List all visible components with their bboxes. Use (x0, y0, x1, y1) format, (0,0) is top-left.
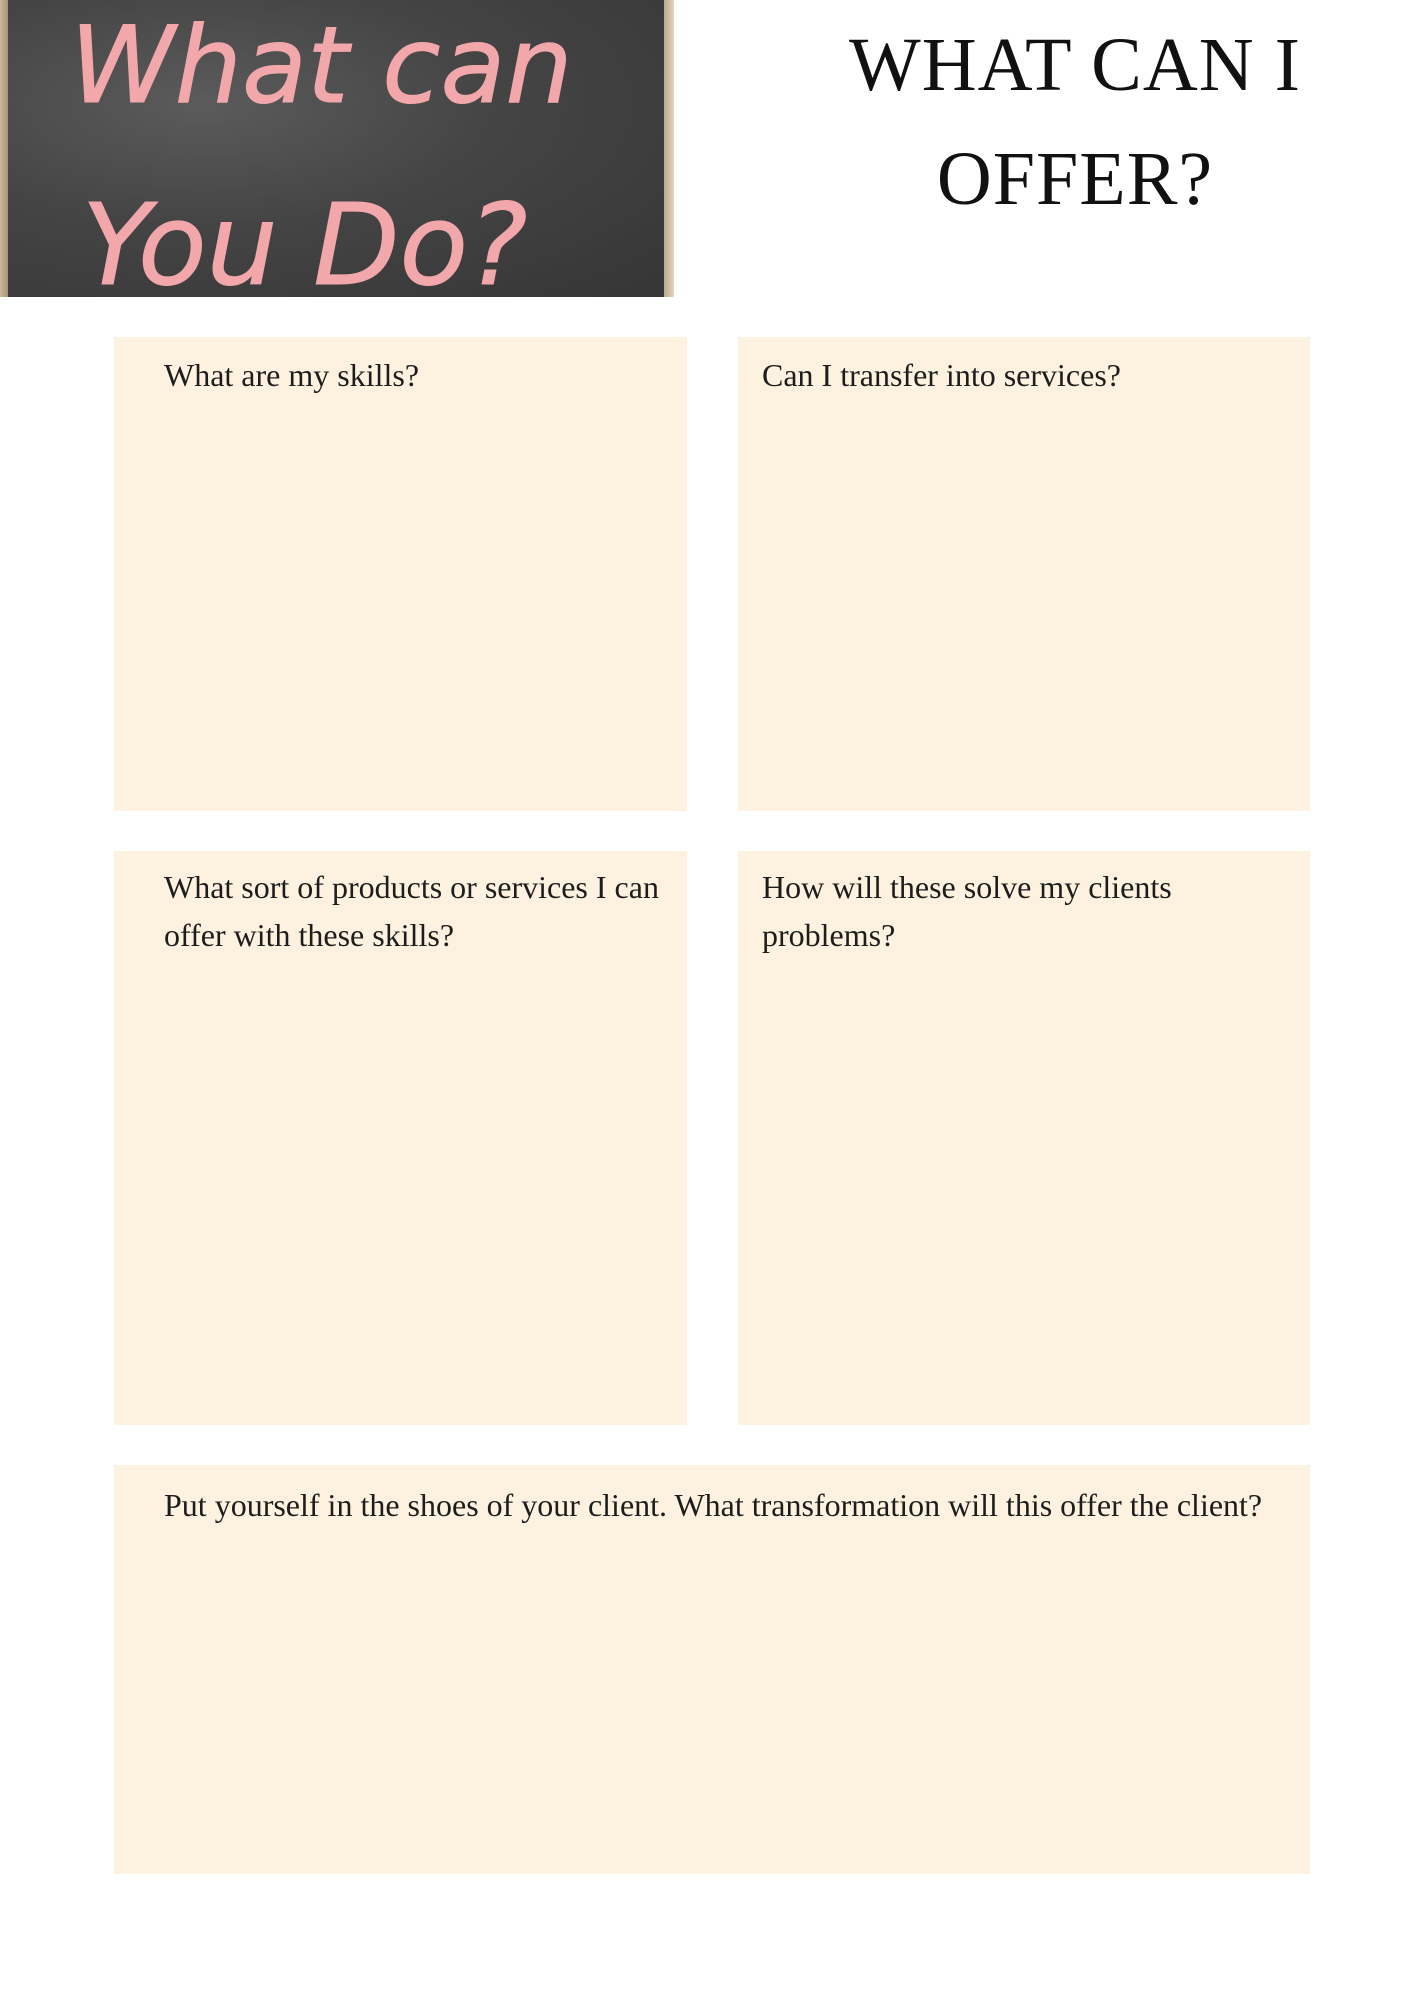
chalkboard-image (0, 0, 674, 297)
products-services-prompt: What sort of products or services I can offer with these skills? (164, 869, 659, 953)
page-title-line2: OFFER? (936, 137, 1214, 221)
skills-card[interactable] (114, 337, 687, 811)
page-title (780, 8, 1370, 236)
skills-prompt: What are my skills? (164, 357, 420, 393)
transfer-services-prompt: Can I transfer into services? (762, 357, 1121, 393)
client-transformation-prompt: Put yourself in the shoes of your client. What transformation will this offer the client? (164, 1487, 1263, 1523)
chalk-text-line2: You Do? (82, 181, 528, 297)
transfer-services-card[interactable] (738, 337, 1310, 811)
products-services-card[interactable] (114, 851, 687, 1425)
client-problems-prompt: How will these solve my clients problems? (762, 869, 1172, 953)
client-problems-card[interactable] (738, 851, 1310, 1425)
page-title-line1: WHAT CAN I (849, 23, 1301, 107)
client-transformation-card[interactable] (114, 1465, 1310, 1874)
chalk-text-line1: What can (70, 4, 573, 127)
chalk-lettering (0, 0, 674, 297)
